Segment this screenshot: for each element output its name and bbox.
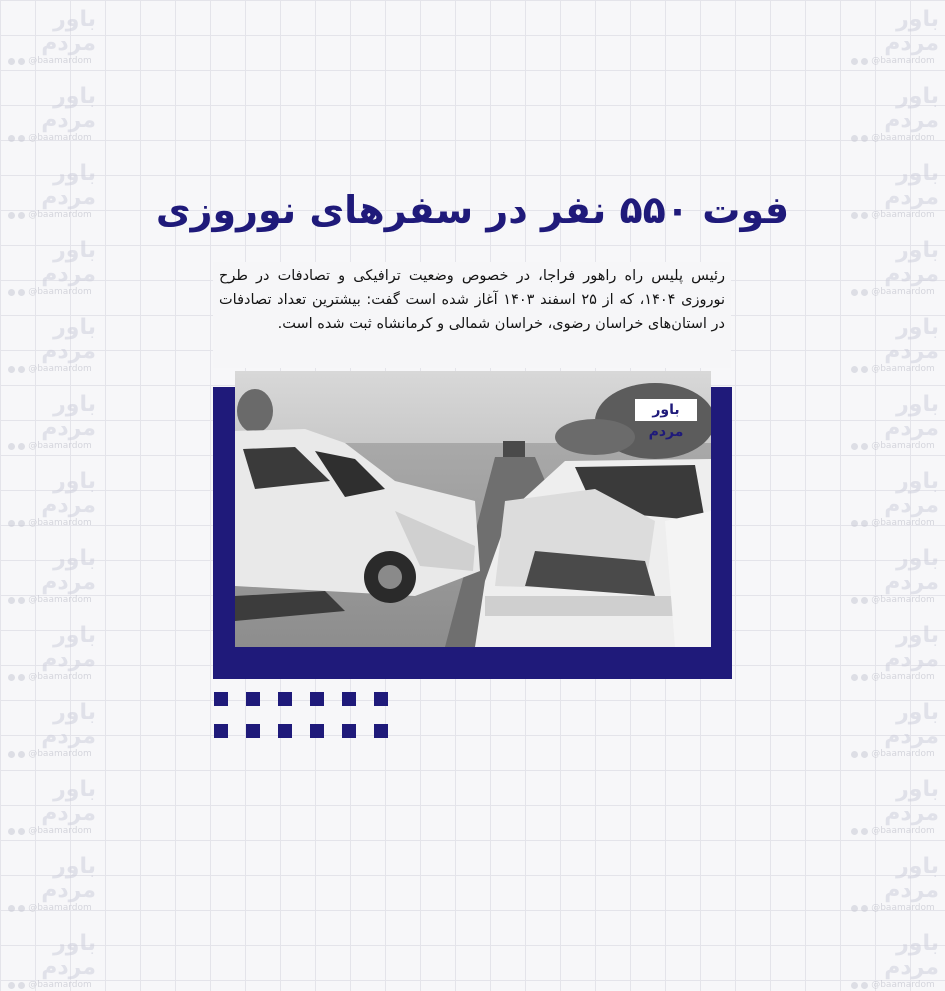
watermark <box>4 316 96 375</box>
watermark <box>4 778 96 837</box>
watermark-logo: باور مردم <box>41 469 96 518</box>
instagram-icon <box>8 751 15 758</box>
watermark-handle-text: @baamardom <box>28 518 92 528</box>
telegram-icon <box>18 366 25 373</box>
watermark <box>4 932 96 991</box>
watermark-handle <box>851 441 935 452</box>
watermark <box>4 701 96 760</box>
watermark-handle-text: @baamardom <box>28 441 92 451</box>
instagram-icon <box>8 828 15 835</box>
watermark <box>847 162 939 221</box>
watermark-handle <box>851 518 935 529</box>
watermark-logo: باور مردم <box>884 623 939 672</box>
instagram-icon <box>8 366 15 373</box>
telegram-icon <box>861 597 868 604</box>
watermark-handle <box>8 518 92 529</box>
watermark-logo: باور مردم <box>884 392 939 441</box>
instagram-icon <box>8 289 15 296</box>
decorative-square <box>214 692 228 706</box>
watermark-handle <box>851 980 935 991</box>
watermark-handle-text: @baamardom <box>28 56 92 66</box>
watermark <box>4 855 96 914</box>
instagram-icon <box>851 751 858 758</box>
telegram-icon <box>861 905 868 912</box>
watermark-handle <box>851 364 935 375</box>
watermark-handle-text: @baamardom <box>28 903 92 913</box>
watermark-logo: باور مردم <box>41 315 96 364</box>
telegram-icon <box>18 443 25 450</box>
watermark-handle-text: @baamardom <box>871 287 935 297</box>
watermark <box>847 8 939 67</box>
instagram-icon <box>8 212 15 219</box>
watermark-logo: باور مردم <box>884 469 939 518</box>
watermark <box>4 547 96 606</box>
decorative-square <box>246 692 260 706</box>
telegram-icon <box>861 443 868 450</box>
instagram-icon <box>851 289 858 296</box>
watermark <box>847 316 939 375</box>
watermark-handle <box>8 672 92 683</box>
watermark-handle-text: @baamardom <box>28 133 92 143</box>
watermark <box>4 8 96 67</box>
telegram-icon <box>861 289 868 296</box>
watermark-handle-text: @baamardom <box>871 210 935 220</box>
instagram-icon <box>851 58 858 65</box>
watermark-handle <box>8 749 92 760</box>
telegram-icon <box>861 828 868 835</box>
watermark-logo: باور مردم <box>41 700 96 749</box>
watermark-handle-text: @baamardom <box>871 749 935 759</box>
instagram-icon <box>8 674 15 681</box>
watermark-handle <box>8 980 92 991</box>
watermark <box>847 547 939 606</box>
watermark-logo: باور مردم <box>41 546 96 595</box>
watermark-handle <box>851 672 935 683</box>
watermark-handle <box>8 56 92 67</box>
telegram-icon <box>861 135 868 142</box>
watermark-handle-text: @baamardom <box>28 364 92 374</box>
article-body: رئیس پلیس راه راهور فراجا، در خصوص وضعیت ترافیکی و تصادفات در طرح نوروزی ۱۴۰۴، که از ۲۵ اسفند ۱۴۰۳ آغاز شده است گفت: بیشترین تعداد تصادفات در استان‌های خراسان رضوی، خراسان شمالی و کرمانشاه ثبت شده است. <box>213 262 731 368</box>
watermark-handle-text: @baamardom <box>28 287 92 297</box>
decorative-square <box>214 724 228 738</box>
instagram-icon <box>851 135 858 142</box>
accident-photo <box>235 371 711 647</box>
telegram-icon <box>18 751 25 758</box>
watermark-column-left <box>4 8 96 991</box>
watermark-handle <box>8 287 92 298</box>
watermark-handle <box>851 287 935 298</box>
headline: فوت ۵۵۰ نفر در سفرهای نوروزی <box>155 188 790 232</box>
instagram-icon <box>851 674 858 681</box>
watermark <box>847 239 939 298</box>
watermark-logo: باور مردم <box>884 84 939 133</box>
telegram-icon <box>861 982 868 989</box>
watermark-handle-text: @baamardom <box>871 672 935 682</box>
decorative-dot-grid <box>214 692 394 740</box>
watermark <box>847 393 939 452</box>
watermark <box>4 162 96 221</box>
telegram-icon <box>18 597 25 604</box>
telegram-icon <box>861 58 868 65</box>
decorative-square <box>374 724 388 738</box>
telegram-icon <box>861 366 868 373</box>
watermark-handle-text: @baamardom <box>871 595 935 605</box>
watermark-logo: باور مردم <box>41 161 96 210</box>
watermark-handle-text: @baamardom <box>28 595 92 605</box>
watermark <box>4 85 96 144</box>
watermark <box>847 932 939 991</box>
watermark-logo: باور مردم <box>41 777 96 826</box>
watermark-handle <box>851 826 935 837</box>
watermark <box>847 624 939 683</box>
instagram-icon <box>8 597 15 604</box>
watermark-logo: باور مردم <box>41 931 96 980</box>
watermark <box>4 624 96 683</box>
telegram-icon <box>18 828 25 835</box>
telegram-icon <box>861 520 868 527</box>
instagram-icon <box>851 520 858 527</box>
watermark-handle <box>8 903 92 914</box>
watermark-handle-text: @baamardom <box>871 518 935 528</box>
telegram-icon <box>18 212 25 219</box>
watermark-logo: باور مردم <box>884 854 939 903</box>
watermark-handle <box>8 210 92 221</box>
watermark-handle <box>851 210 935 221</box>
watermark-handle-text: @baamardom <box>871 903 935 913</box>
watermark-logo: باور مردم <box>884 546 939 595</box>
watermark-handle <box>851 133 935 144</box>
watermark-logo: باور مردم <box>884 700 939 749</box>
watermark-handle <box>851 903 935 914</box>
watermark-logo: باور مردم <box>884 931 939 980</box>
telegram-icon <box>18 905 25 912</box>
telegram-icon <box>18 674 25 681</box>
watermark-handle <box>851 595 935 606</box>
watermark-handle <box>8 826 92 837</box>
telegram-icon <box>18 289 25 296</box>
watermark-handle-text: @baamardom <box>28 980 92 990</box>
instagram-icon <box>8 443 15 450</box>
watermark-logo: باور مردم <box>41 623 96 672</box>
telegram-icon <box>18 520 25 527</box>
instagram-icon <box>8 135 15 142</box>
watermark <box>847 701 939 760</box>
telegram-icon <box>18 982 25 989</box>
watermark-handle <box>8 441 92 452</box>
watermark-logo: باور مردم <box>884 7 939 56</box>
watermark-handle-text: @baamardom <box>28 749 92 759</box>
watermark <box>4 393 96 452</box>
watermark-logo: باور مردم <box>884 161 939 210</box>
decorative-square <box>342 692 356 706</box>
watermark <box>847 855 939 914</box>
watermark-logo: باور مردم <box>41 7 96 56</box>
watermark <box>4 470 96 529</box>
decorative-square <box>278 692 292 706</box>
telegram-icon <box>18 135 25 142</box>
decorative-square <box>310 724 324 738</box>
watermark-handle-text: @baamardom <box>871 980 935 990</box>
watermark-handle-text: @baamardom <box>871 133 935 143</box>
decorative-square <box>278 724 292 738</box>
watermark-handle <box>851 749 935 760</box>
instagram-icon <box>851 982 858 989</box>
watermark-handle <box>8 364 92 375</box>
watermark-logo: باور مردم <box>884 238 939 287</box>
photo-brand-logo: باور مردم <box>635 399 697 421</box>
watermark-handle <box>8 595 92 606</box>
instagram-icon <box>851 366 858 373</box>
instagram-icon <box>8 58 15 65</box>
watermark-logo: باور مردم <box>41 238 96 287</box>
instagram-icon <box>8 520 15 527</box>
telegram-icon <box>861 751 868 758</box>
watermark-logo: باور مردم <box>41 392 96 441</box>
instagram-icon <box>851 597 858 604</box>
watermark-handle-text: @baamardom <box>871 56 935 66</box>
watermark-logo: باور مردم <box>41 84 96 133</box>
instagram-icon <box>851 828 858 835</box>
watermark-logo: باور مردم <box>41 854 96 903</box>
instagram-icon <box>851 212 858 219</box>
watermark-logo: باور مردم <box>884 315 939 364</box>
watermark-logo: باور مردم <box>884 777 939 826</box>
watermark-handle-text: @baamardom <box>871 441 935 451</box>
instagram-icon <box>851 443 858 450</box>
telegram-icon <box>861 212 868 219</box>
decorative-square <box>246 724 260 738</box>
watermark-handle-text: @baamardom <box>871 364 935 374</box>
watermark <box>847 470 939 529</box>
watermark <box>4 239 96 298</box>
watermark <box>847 778 939 837</box>
watermark-column-right <box>847 8 939 991</box>
watermark-handle <box>851 56 935 67</box>
decorative-square <box>310 692 324 706</box>
telegram-icon <box>18 58 25 65</box>
decorative-square <box>342 724 356 738</box>
instagram-icon <box>8 905 15 912</box>
decorative-square <box>374 692 388 706</box>
watermark-handle-text: @baamardom <box>28 210 92 220</box>
watermark-handle-text: @baamardom <box>28 826 92 836</box>
watermark-handle <box>8 133 92 144</box>
instagram-icon <box>8 982 15 989</box>
telegram-icon <box>861 674 868 681</box>
instagram-icon <box>851 905 858 912</box>
watermark <box>847 85 939 144</box>
watermark-handle-text: @baamardom <box>871 826 935 836</box>
watermark-handle-text: @baamardom <box>28 672 92 682</box>
